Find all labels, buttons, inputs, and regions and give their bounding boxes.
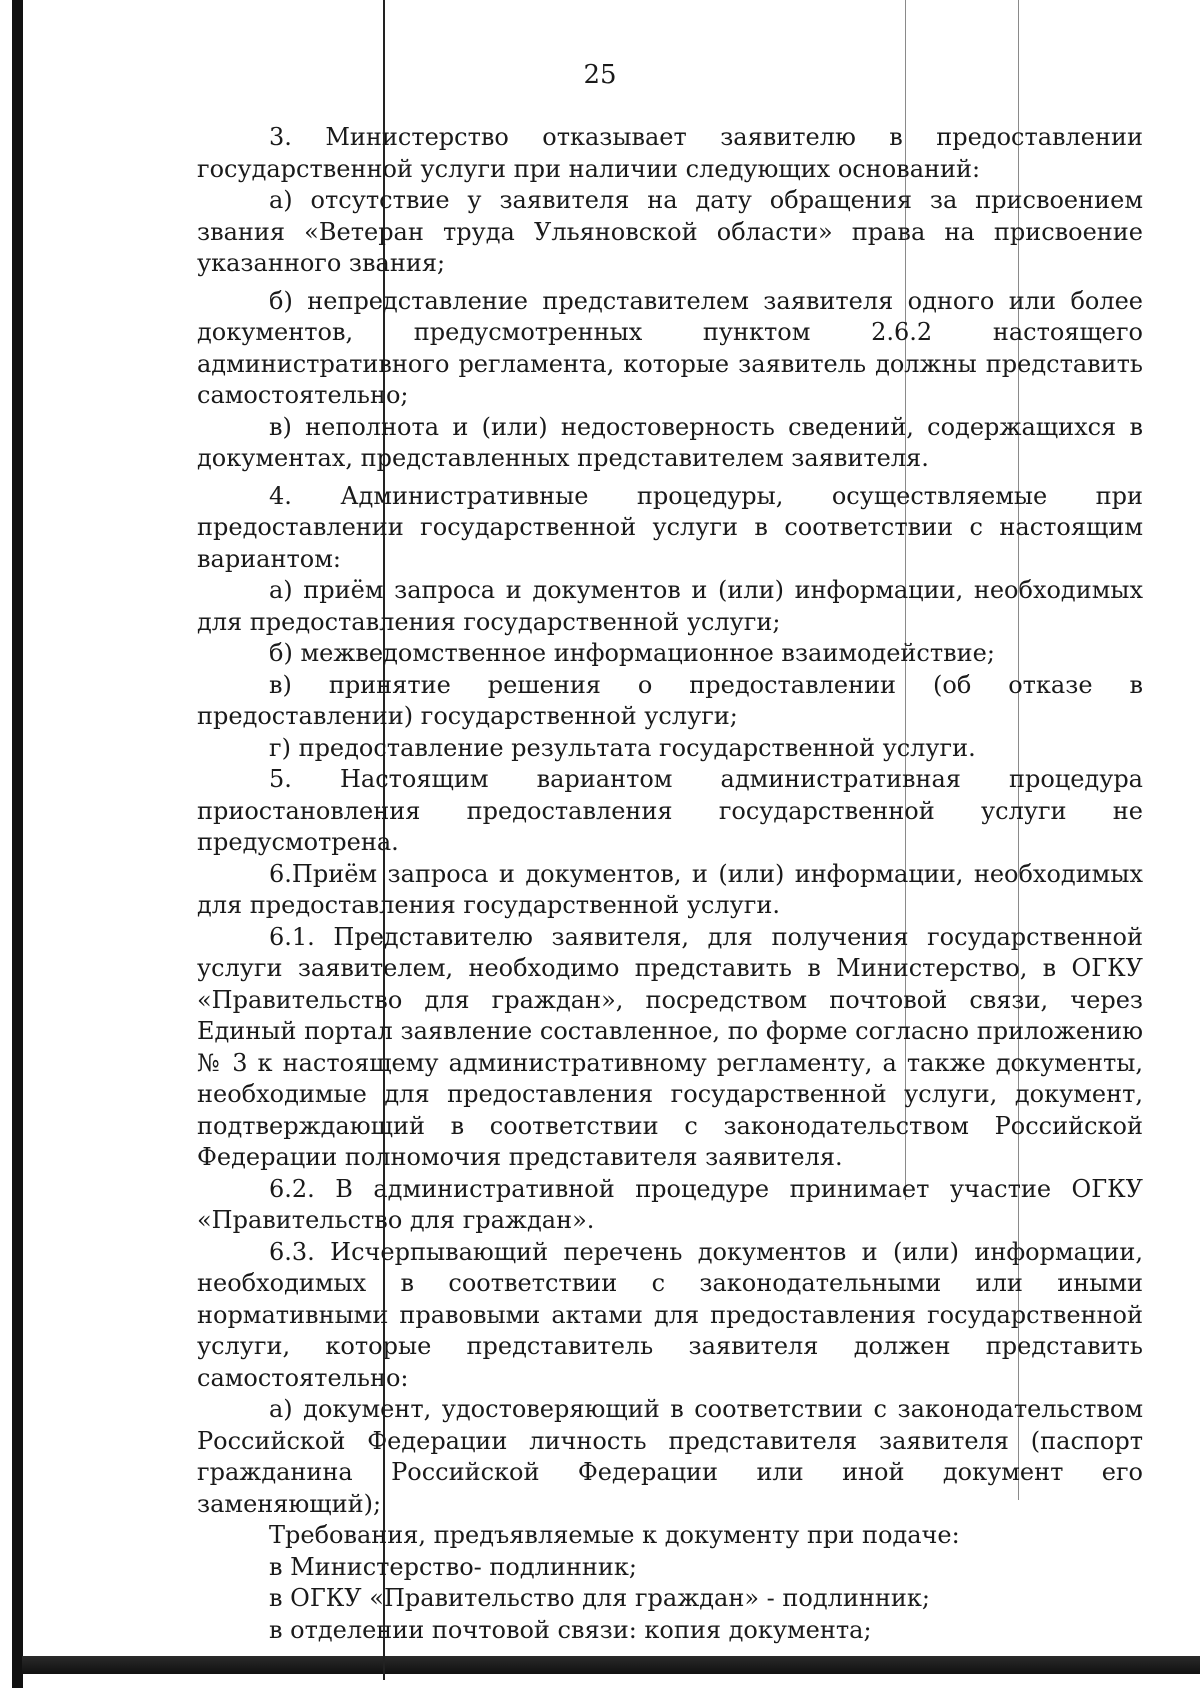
paragraph: б) межведомственное информационное взаимодействие; [269,639,995,667]
paragraph: б) непредставление представителем заявителя одного или более документов, предусмотренных пунктом 2.6.2 настоящего административного регламента, которые заявитель должны представить самостоятельно; [197,286,1143,409]
paragraph: в отделении почтовой связи: копия документа; [269,1615,872,1644]
paragraph: а) приём запроса и документов и (или) информации, необходимых для предоставления государственной услуги; [197,576,1143,636]
scan-left-border [12,0,23,1688]
paragraph: а) документ, удостоверяющий в соответствии с законодательством Российской Федерации личность представителя заявителя (паспорт гражданина Российской Федерации или иной документ его заменяющий); [197,1395,1143,1518]
paragraph: 3. Министерство отказывает заявителю в предоставлении государственной услуги при наличии следующих оснований: [197,123,1143,183]
document-body [197,122,1143,1646]
page-number: 25 [583,60,617,90]
paragraph: в) принятие решения о предоставлении (об отказе в предоставлении) государственной услуги; [197,670,1143,730]
paragraph: в ОГКУ «Правительство для граждан» - подлинник; [269,1584,930,1612]
paragraph: 6.1. Представителю заявителя, для получения государственной услуги заявителем, необходимо представить в Министерство, в ОГКУ «Правительство для граждан», посредством почтовой связи, через Единый портал заявление составленное, по форме согласно приложению № 3 к настоящему административному регламенту, а также документы, необходимые для предоставления государственной услуги, документ, подтверждающий в соответствии с законодательством Российской Федерации полномочия представителя заявителя. [197,922,1143,1171]
paragraph: 6.2. В административной процедуре принимает участие ОГКУ «Правительство для граждан». [197,1174,1143,1234]
paragraph: в) неполнота и (или) недостоверность сведений, содержащихся в документах, представленных представителем заявителя. [197,412,1143,472]
paragraph: Требования, предъявляемые к документу при подаче: [269,1521,960,1549]
paragraph: 6.3. Исчерпывающий перечень документов и (или) информации, необходимых в соответствии с законодательными или иными нормативными правовыми актами для предоставления государственной услуги, которые представитель заявителя должен представить самостоятельно: [197,1237,1143,1392]
paragraph: а) отсутствие у заявителя на дату обращения за присвоением звания «Ветеран труда Ульяновской области» права на присвоение указанного звания; [197,186,1143,277]
paragraph: г) предоставление результата государственной услуги. [269,733,976,762]
paragraph: в Министерство- подлинник; [269,1552,637,1581]
paragraph: 6.Приём запроса и документов, и (или) информации, необходимых для предоставления государственной услуги. [197,859,1143,919]
paragraph: 4. Административные процедуры, осуществляемые при предоставлении государственной услуги в соответствии с настоящим вариантом: [197,481,1143,573]
scan-bottom-border [22,1656,1200,1674]
paragraph: 5. Настоящим вариантом административная процедура приостановления предоставления государственной услуги не предусмотрена. [197,765,1143,856]
